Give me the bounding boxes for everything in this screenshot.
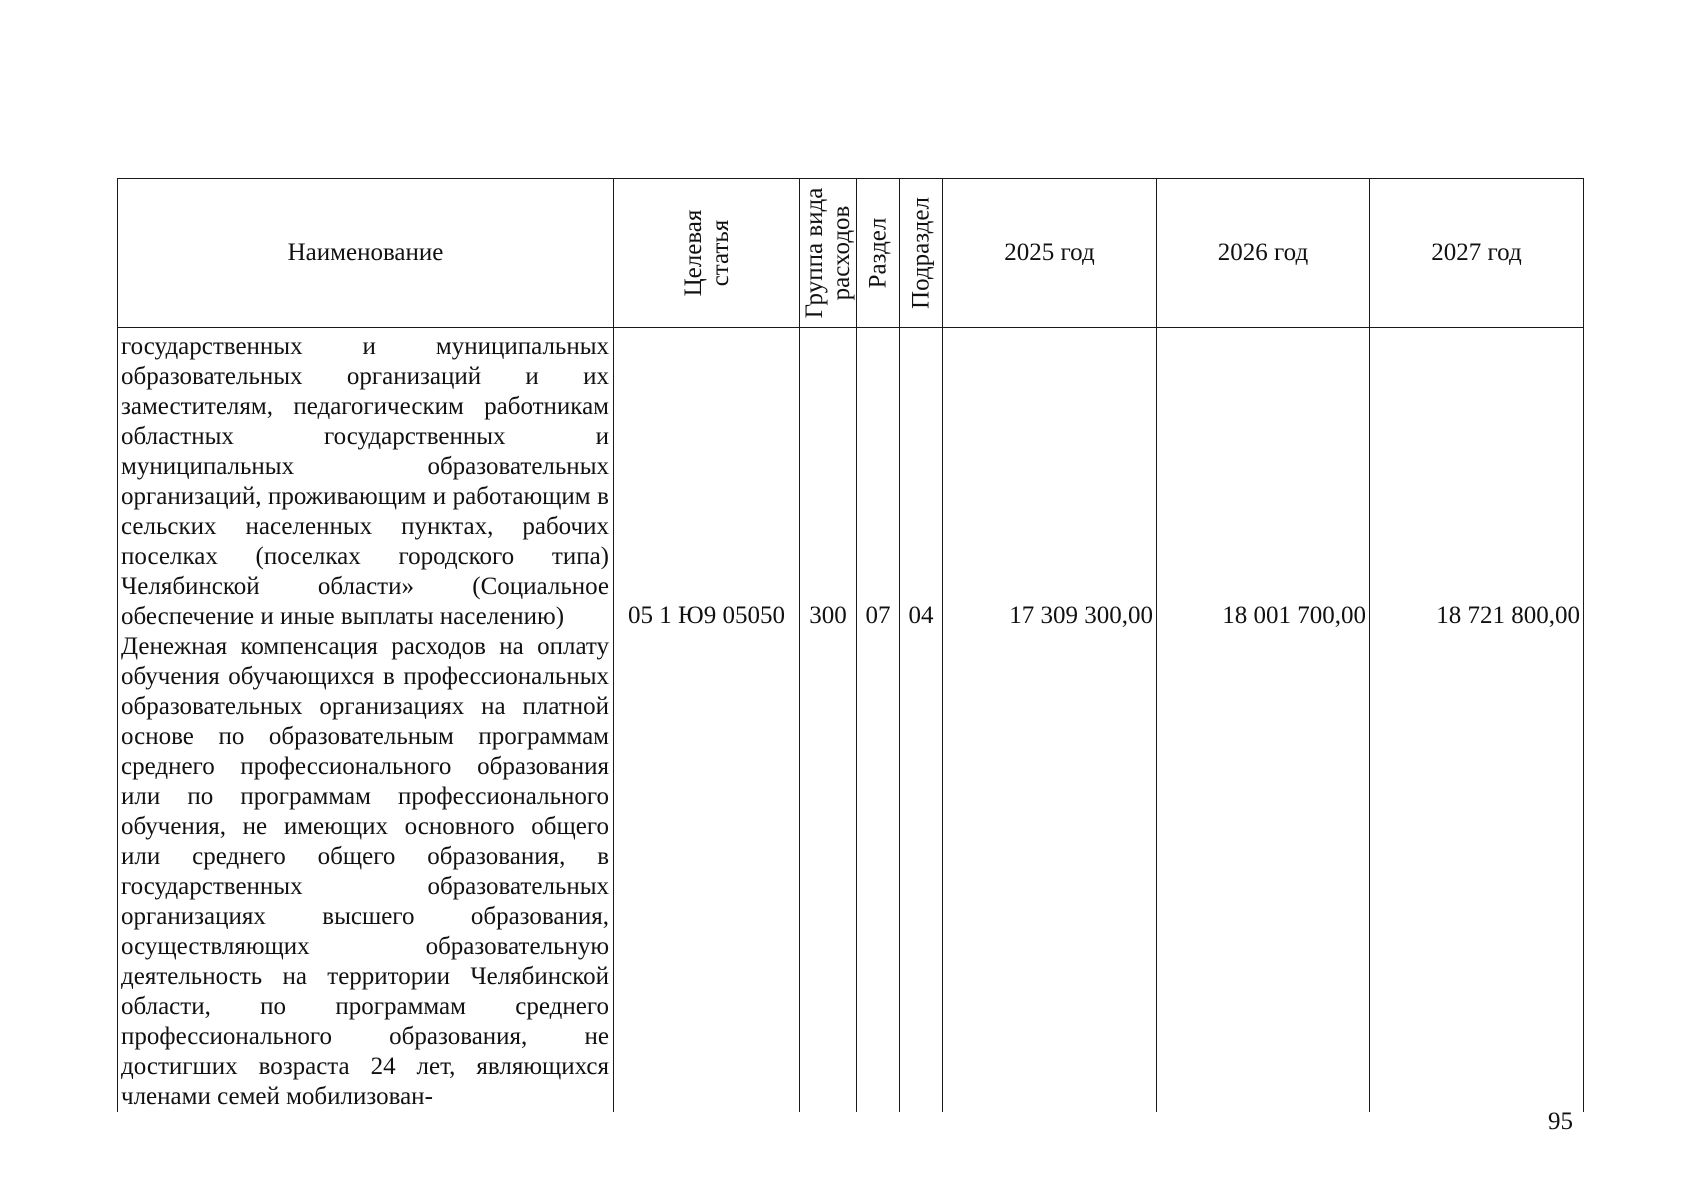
table-row (118, 328, 1584, 1113)
row-amount-2027: 18 721 800,00 (1370, 328, 1584, 1113)
row-name-part1: государственных и муниципальных образовательных организаций и их заместителям, педагогическим работникам областных государственных и муниципальных образовательных организаций, проживающим и работающим в сельских населенных пунктах, рабочих поселках (поселках городского типа) Челябинской области» (Социальное обеспечение и иные выплаты населению) (121, 333, 609, 630)
row-expense-group: 300 (800, 328, 857, 1113)
header-year-2026: 2026 год (1157, 179, 1370, 328)
header-expense-group-line1: Группа вида (801, 187, 828, 319)
header-expense-group-line2: расходов (828, 205, 855, 301)
header-expense-group (800, 179, 857, 328)
header-target-article (614, 179, 800, 328)
row-name-cell (118, 328, 614, 1113)
header-year-2027: 2027 год (1370, 179, 1584, 328)
header-target-article-line2: статья (706, 219, 734, 287)
row-section: 07 (857, 328, 900, 1113)
header-target-article-line1: Целевая (679, 209, 707, 297)
row-amount-2026: 18 001 700,00 (1157, 328, 1370, 1113)
row-name-part2: Денежная компенсация расходов на оплату обучения обучающихся в профессиональных образовательных организациях на платной основе по образовательным программам среднего профессионального образования или по программам профессионального обучения, не имеющих основного общего или среднего общего образования, в государственных образовательных организациях высшего образования, осуществляющих образовательную деятельность на территории Челябинской области, по программам среднего профессионального образования, не достигших возраста 24 лет, являющихся членами семей мобилизован- (121, 633, 609, 1110)
budget-table (117, 178, 1584, 1112)
row-subsection: 04 (900, 328, 943, 1113)
row-target-article: 05 1 Ю9 05050 (614, 328, 800, 1113)
row-amount-2025: 17 309 300,00 (943, 328, 1157, 1113)
header-section (857, 179, 900, 328)
header-section-label: Раздел (864, 217, 892, 289)
header-year-2025: 2025 год (943, 179, 1157, 328)
header-name: Наименование (118, 179, 614, 328)
page-number: 95 (1548, 1108, 1573, 1135)
header-row (118, 179, 1584, 328)
header-subsection-label: Подраздел (907, 197, 935, 309)
header-subsection (900, 179, 943, 328)
